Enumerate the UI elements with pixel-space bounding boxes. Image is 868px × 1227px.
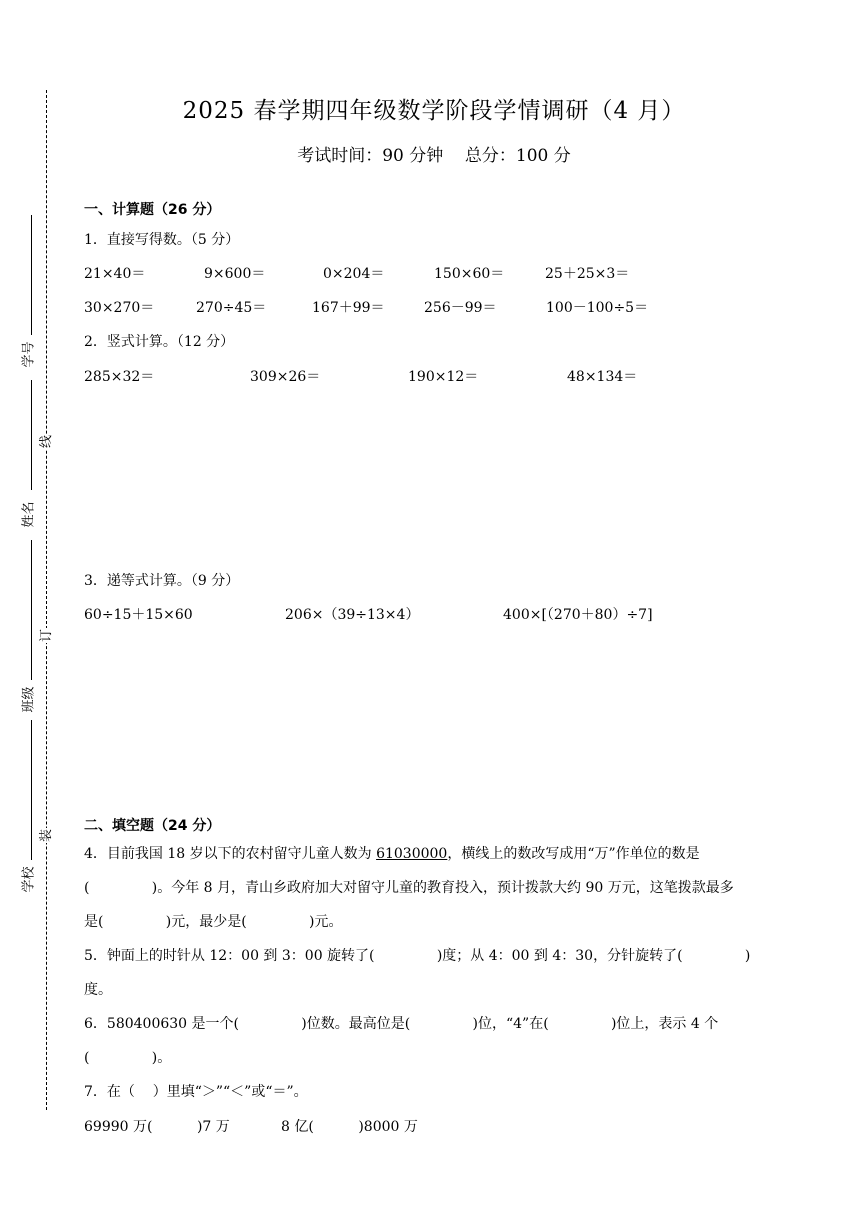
seal-char-line: 线 xyxy=(35,434,54,449)
section-2-heading: 二、填空题（24 分） xyxy=(84,818,221,834)
q1-item: 30×270＝ xyxy=(84,300,155,316)
q1-item: 0×204＝ xyxy=(323,266,385,282)
question-4-line-1 xyxy=(84,843,700,863)
exam-info: 考试时间：90 分钟 总分：100 分 xyxy=(297,146,571,166)
q2-item: 190×12＝ xyxy=(408,369,479,385)
school-blank[interactable] xyxy=(31,720,32,860)
q4-underlined-number: 61030000 xyxy=(376,846,448,862)
q2-item: 285×32＝ xyxy=(84,369,155,385)
student-id-blank[interactable] xyxy=(31,215,32,335)
seal-char-bind: 订 xyxy=(35,628,54,643)
q1-item: 167＋99＝ xyxy=(312,300,385,316)
q1-item: 270÷45＝ xyxy=(196,300,267,316)
q4-text-pre: 4．目前我国 18 岁以下的农村留守儿童人数为 xyxy=(84,846,377,862)
question-7-label: 7．在（ ）里填“＞”“＜”或“＝”。 xyxy=(84,1084,308,1100)
q7-item: 8 亿( )8000 万 xyxy=(281,1119,418,1135)
question-3-label: 3．递等式计算。（9 分） xyxy=(84,573,240,589)
question-6-line-1: 6．580400630 是一个( )位数。最高位是( )位，“4”在( )位上，表示 4 个 xyxy=(84,1016,719,1032)
student-id-label: 学号 xyxy=(21,341,37,368)
section-1-heading: 一、计算题（26 分） xyxy=(84,202,221,218)
seal-char-install: 装 xyxy=(35,828,54,843)
question-5-line-1: 5．钟面上的时针从 12：00 到 3：00 旋转了( )度；从 4：00 到 4：30，分针旋转了( ) xyxy=(84,948,751,964)
q1-item: 100－100÷5＝ xyxy=(546,300,649,316)
q7-item: 69990 万( )7 万 xyxy=(84,1119,230,1135)
name-label: 姓名 xyxy=(21,501,37,528)
school-label: 学校 xyxy=(21,866,37,893)
name-blank[interactable] xyxy=(31,380,32,490)
q1-item: 9×600＝ xyxy=(204,266,266,282)
q4-text-post: ，横线上的数改写成用“万”作单位的数是 xyxy=(447,846,700,862)
q1-item: 21×40＝ xyxy=(84,266,146,282)
q2-item: 309×26＝ xyxy=(250,369,321,385)
class-label: 班级 xyxy=(21,686,37,713)
binding-dashed-line xyxy=(46,90,47,1110)
class-blank[interactable] xyxy=(31,540,32,680)
page-title: 2025 春学期四年级数学阶段学情调研（4 月） xyxy=(182,98,686,124)
question-4-line-3: 是( )元，最少是( )元。 xyxy=(84,914,343,930)
q3-item: 206×（39÷13×4） xyxy=(285,607,420,623)
q1-item: 256－99＝ xyxy=(424,300,497,316)
question-2-label: 2．竖式计算。（12 分） xyxy=(84,334,235,350)
q3-item: 60÷15＋15×60 xyxy=(84,607,193,623)
q3-item: 400×[（270＋80）÷7] xyxy=(503,607,653,623)
q2-item: 48×134＝ xyxy=(567,369,638,385)
q1-item: 25＋25×3＝ xyxy=(545,266,630,282)
question-1-label: 1．直接写得数。（5 分） xyxy=(84,232,240,248)
q1-item: 150×60＝ xyxy=(434,266,505,282)
question-4-line-2: ( )。今年 8 月，青山乡政府加大对留守儿童的教育投入，预计拨款大约 90 万元，这笔拨款最多 xyxy=(84,880,734,896)
question-5-line-2: 度。 xyxy=(84,982,112,998)
question-6-line-2: ( )。 xyxy=(84,1050,172,1066)
